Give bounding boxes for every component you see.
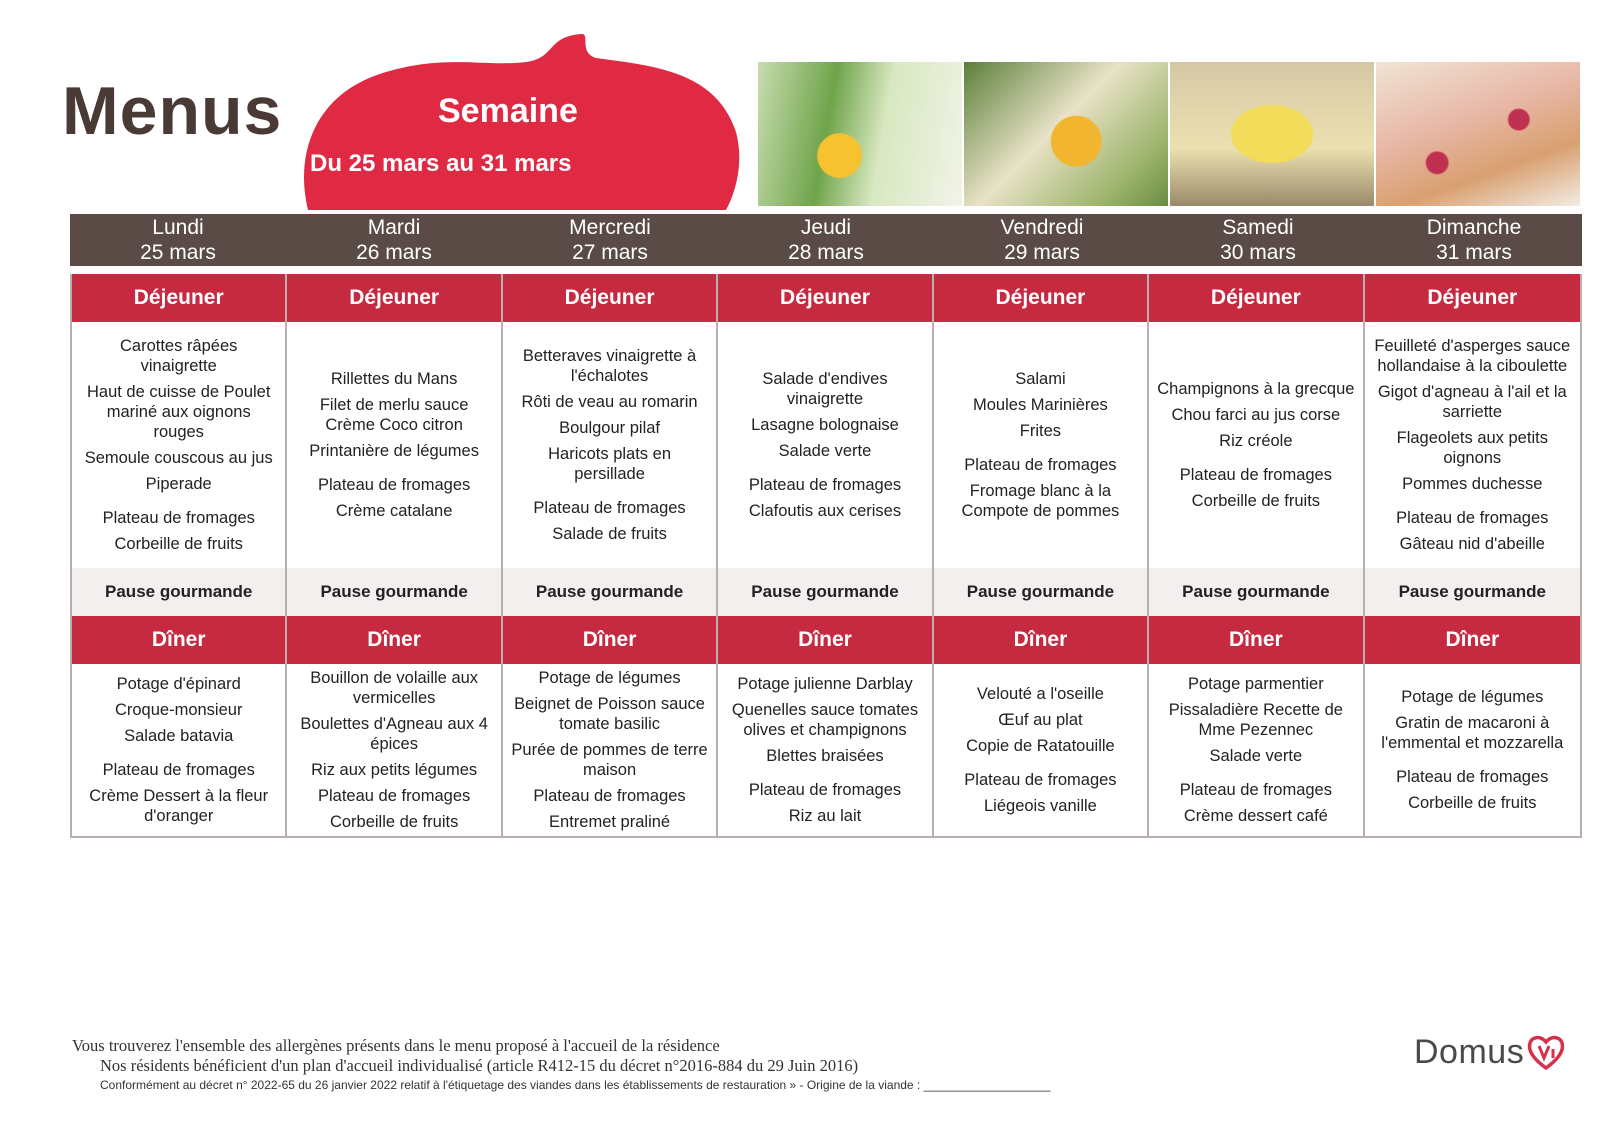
dish-item: Rillettes du Mans: [330, 370, 458, 388]
dish-item: Purée de pommes de terre maison: [511, 741, 708, 779]
day-column: [72, 274, 287, 836]
footer-plan-note: Nos résidents bénéficient d'un plan d'accueil individualisé (article R412-15 du décret n°2016-884 du 29 Juin 2016): [100, 1056, 859, 1075]
dish-item: Gâteau nid d'abeille: [1399, 535, 1545, 553]
pause-gourmande: Pause gourmande: [72, 568, 285, 616]
dish-item: Salade de fruits: [552, 525, 667, 543]
day-header: [1366, 215, 1582, 265]
dish-item: Crème dessert café: [1183, 807, 1328, 825]
day-date: 25 mars: [140, 241, 216, 264]
dejeuner-dishes: [934, 322, 1147, 568]
dish-item: Corbeille de fruits: [329, 813, 459, 831]
dejeuner-band: Déjeuner: [934, 274, 1147, 322]
dish-item: Riz aux petits légumes: [311, 761, 478, 779]
dish-item: Blettes braisées: [766, 747, 884, 765]
week-range: Du 25 mars au 31 mars: [310, 150, 572, 177]
dish-item: Copie de Ratatouille: [966, 737, 1115, 755]
dish-item: Plateau de fromages: [748, 781, 902, 799]
dish-item: Liégeois vanille: [984, 797, 1097, 815]
dish-item: Flageolets aux petits oignons: [1396, 429, 1548, 467]
day-date: 29 mars: [1004, 241, 1080, 264]
dejeuner-band: Déjeuner: [287, 274, 500, 322]
dish-item: Gratin de macaroni à l'emmental et mozzarella: [1381, 714, 1564, 752]
dish-item: Plateau de fromages: [318, 476, 471, 494]
dish-item: Potage de légumes: [538, 669, 681, 687]
dish-item: Feuilleté d'asperges sauce hollandaise à la ciboulette: [1374, 337, 1571, 375]
footer-allergens-note: Vous trouverez l'ensemble des allergènes présents dans le menu proposé à l'accueil de la résidence: [72, 1036, 720, 1055]
day-header: [502, 215, 718, 265]
pause-gourmande: Pause gourmande: [1149, 568, 1362, 616]
diner-band: Dîner: [503, 616, 716, 664]
diner-dishes: [503, 664, 716, 836]
dish-item: Boulettes d'Agneau aux 4 épices: [300, 715, 488, 753]
food-photo-cheese: [1170, 62, 1374, 206]
day-date: 30 mars: [1220, 241, 1296, 264]
food-photo-asparagus: [758, 62, 962, 206]
dish-item: Entremet praliné: [549, 813, 671, 831]
dish-item: Crème Dessert à la fleur d'oranger: [89, 787, 269, 825]
day-header: [934, 215, 1150, 265]
dish-item: Plateau de fromages: [1396, 509, 1549, 527]
dish-item: Bouillon de volaille aux vermicelles: [310, 669, 479, 707]
day-header: [718, 215, 934, 265]
dejeuner-dishes: [503, 322, 716, 568]
dish-item: Croque-monsieur: [114, 701, 243, 719]
day-column: [503, 274, 718, 836]
food-photo-clafoutis: [1376, 62, 1580, 206]
day-name: Mardi: [367, 216, 421, 239]
day-date: 26 mars: [356, 241, 432, 264]
dejeuner-dishes: [1365, 322, 1580, 568]
dish-item: Plateau de fromages: [748, 476, 902, 494]
day-name: Jeudi: [800, 216, 852, 239]
dish-item: Œuf au plat: [998, 711, 1083, 729]
logo-text: Domus: [1414, 1032, 1525, 1071]
dish-item: Rôti de veau au romarin: [521, 393, 698, 411]
day-column: [718, 274, 933, 836]
pause-gourmande: Pause gourmande: [718, 568, 931, 616]
dish-item: Riz au lait: [788, 807, 862, 825]
dish-item: Riz créole: [1219, 432, 1293, 450]
dejeuner-band: Déjeuner: [718, 274, 931, 322]
dejeuner-dishes: [1149, 322, 1362, 568]
dish-item: Beignet de Poisson sauce tomate basilic: [514, 695, 705, 733]
day-date: 28 mars: [788, 241, 864, 264]
dish-item: Chou farci au jus corse: [1171, 406, 1341, 424]
dish-item: Pommes duchesse: [1402, 475, 1543, 493]
menu-body: [70, 274, 1582, 838]
dejeuner-band: Déjeuner: [72, 274, 285, 322]
day-header: [70, 215, 286, 265]
dish-item: Champignons à la grecque: [1157, 380, 1355, 398]
dish-item: Semoule couscous au jus: [84, 449, 273, 467]
dish-item: Plateau de fromages: [1179, 781, 1332, 799]
diner-band: Dîner: [287, 616, 500, 664]
pause-gourmande: Pause gourmande: [1365, 568, 1580, 616]
dejeuner-dishes: [72, 322, 285, 568]
diner-dishes: [287, 664, 500, 836]
diner-dishes: [718, 664, 931, 836]
dejeuner-dishes: [718, 322, 931, 568]
dish-item: Plateau de fromages: [1396, 768, 1549, 786]
dish-item: Velouté a l'oseille: [976, 685, 1104, 703]
day-name: Vendredi: [1000, 216, 1084, 239]
dish-item: Plateau de fromages: [533, 499, 686, 517]
heart-vi-logo-icon: [1526, 1032, 1566, 1072]
page-title: Menus: [62, 73, 283, 149]
dish-item: Plateau de fromages: [1179, 466, 1332, 484]
dish-item: Pissaladière Recette de Mme Pezennec: [1168, 701, 1343, 739]
diner-band: Dîner: [1149, 616, 1362, 664]
day-header: [1150, 215, 1366, 265]
dish-item: Salade batavia: [124, 727, 234, 745]
day-column: [287, 274, 502, 836]
dish-item: Salade d'endives vinaigrette: [762, 370, 888, 408]
dish-item: Plateau de fromages: [318, 787, 471, 805]
dish-item: Frites: [1019, 422, 1062, 440]
dish-item: Salade verte: [778, 442, 872, 460]
dish-item: Plateau de fromages: [964, 456, 1117, 474]
dish-item: Carottes râpées vinaigrette: [120, 337, 238, 375]
footer-meat-origin-note: Conformément au décret n° 2022-65 du 26 janvier 2022 relatif à l'étiquetage des viandes dans les établissements de restauration » - Origine de la viande : ___________________: [100, 1078, 1051, 1092]
dish-item: Piperade: [145, 475, 212, 493]
diner-dishes: [1365, 664, 1580, 836]
dejeuner-dishes: [287, 322, 500, 568]
dish-item: Potage de légumes: [1401, 688, 1544, 706]
dejeuner-band: Déjeuner: [503, 274, 716, 322]
dish-item: Corbeille de fruits: [114, 535, 243, 553]
diner-dishes: [72, 664, 285, 836]
dish-item: Gigot d'agneau à l'ail et la sarriette: [1377, 383, 1567, 421]
diner-band: Dîner: [72, 616, 285, 664]
diner-band: Dîner: [1365, 616, 1580, 664]
diner-band: Dîner: [718, 616, 931, 664]
footer-notes: [72, 1036, 1050, 1092]
dish-item: Fromage blanc à la Compote de pommes: [961, 482, 1120, 520]
dish-item: Plateau de fromages: [964, 771, 1117, 789]
day-header-row: [70, 214, 1582, 266]
dish-item: Printanière de légumes: [309, 442, 479, 460]
dish-item: Clafoutis aux cerises: [748, 502, 902, 520]
dish-item: Potage parmentier: [1187, 675, 1324, 693]
diner-dishes: [934, 664, 1147, 836]
food-photo-strip: [758, 62, 1580, 206]
dish-item: Plateau de fromages: [102, 761, 255, 779]
dish-item: Salami: [1015, 370, 1066, 388]
dish-item: Salade verte: [1209, 747, 1303, 765]
day-name: Mercredi: [569, 216, 651, 239]
day-column: [934, 274, 1149, 836]
day-column: [1365, 274, 1580, 836]
dejeuner-band: Déjeuner: [1365, 274, 1580, 322]
diner-band: Dîner: [934, 616, 1147, 664]
pause-gourmande: Pause gourmande: [934, 568, 1147, 616]
day-name: Lundi: [152, 216, 204, 239]
dish-item: Haut de cuisse de Poulet mariné aux oignons rouges: [86, 383, 271, 441]
pause-gourmande: Pause gourmande: [287, 568, 500, 616]
day-date: 31 mars: [1436, 241, 1512, 264]
dish-item: Plateau de fromages: [102, 509, 255, 527]
dish-item: Haricots plats en persillade: [548, 445, 671, 483]
day-column: [1149, 274, 1364, 836]
dish-item: Crème catalane: [335, 502, 453, 520]
dish-item: Potage d'épinard: [116, 675, 241, 693]
dish-item: Corbeille de fruits: [1408, 794, 1537, 812]
dejeuner-band: Déjeuner: [1149, 274, 1362, 322]
dish-item: Quenelles sauce tomates olives et champignons: [731, 701, 919, 739]
week-label: Semaine: [438, 92, 578, 130]
dish-item: Filet de merlu sauce Crème Coco citron: [319, 396, 469, 434]
dish-item: Betteraves vinaigrette à l'échalotes: [522, 347, 697, 385]
pause-gourmande: Pause gourmande: [503, 568, 716, 616]
day-date: 27 mars: [572, 241, 648, 264]
menu-grid: [70, 214, 1582, 838]
day-name: Dimanche: [1426, 216, 1522, 239]
domusvi-logo: [1414, 1032, 1566, 1072]
dish-item: Potage julienne Darblay: [737, 675, 913, 693]
dish-item: Moules Marinières: [973, 396, 1108, 414]
dish-item: Plateau de fromages: [533, 787, 686, 805]
dish-item: Boulgour pilaf: [559, 419, 661, 437]
food-photo-pasta: [964, 62, 1168, 206]
dish-item: Corbeille de fruits: [1191, 492, 1321, 510]
day-name: Samedi: [1222, 216, 1294, 239]
day-header: [286, 215, 502, 265]
diner-dishes: [1149, 664, 1362, 836]
dish-item: Lasagne bolognaise: [751, 416, 899, 434]
